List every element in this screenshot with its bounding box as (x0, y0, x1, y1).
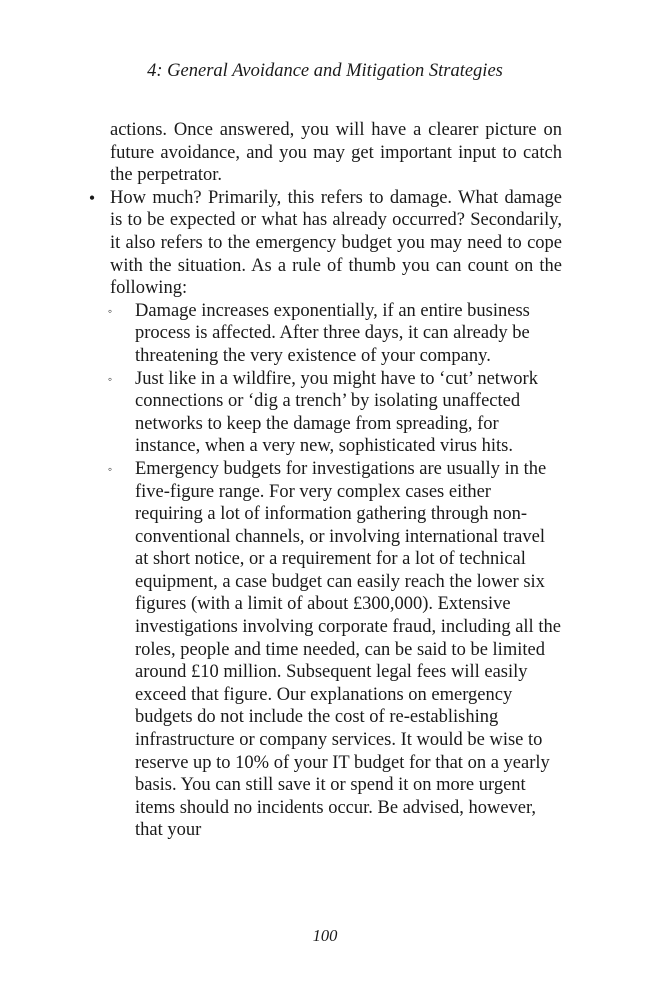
sub-bullet-marker: ◦ (107, 371, 113, 386)
bullet-marker: • (88, 187, 96, 208)
sub-list-item (107, 458, 562, 842)
sub-list-item (107, 300, 562, 368)
body-text (88, 119, 562, 842)
continuation-paragraph: actions. Once answered, you will have a clearer picture on future avoidance, and you may get important input to catch the perpetrator. (110, 120, 562, 186)
sub-bullet-marker: ◦ (107, 461, 113, 476)
page-number: 100 (312, 926, 338, 945)
sub-item-text: Emergency budgets for investigations are usually in the five-figure range. For very complex cases either requiring a lot of information gathering through non-conventional channels, or involving international travel at short notice, or a requirement for a lot of technical equipment, a case budget can easily reach the lower six figures (with a limit of about £300,000). Extensive investigations involving corporate fraud, including all the roles, people and time needed, can be said to be limited around £10 million. Subsequent legal fees will easily exceed that figure. Our explanations on emergency budgets do not include the cost of re-establishing infrastructure or company services. It would be wise to reserve up to 10% of your IT budget for that on a yearly basis. You can still save it or spend it on more urgent items should no incidents occur. Be advised, however, that your (135, 458, 561, 841)
sub-item-text: Damage increases exponentially, if an entire business process is affected. After three days, it can already be threatening the very existence of your company. (135, 300, 530, 366)
sub-bullet-marker: ◦ (107, 303, 113, 318)
running-header: 4: General Avoidance and Mitigation Strategies (147, 61, 503, 81)
bullet-item-text: How much? Primarily, this refers to damage. What damage is to be expected or what has already occurred? Secondarily, it also refers to the emergency budget you may need to cope with the situation. As a rule of thumb you can count on the following: (110, 187, 562, 299)
sub-item-text: Just like in a wildfire, you might have to ‘cut’ network connections or ‘dig a trench’ by isolating unaffected networks to keep the damage from spreading, for instance, when a very new, sophisticated virus hits. (135, 368, 538, 457)
bullet-item-how-much (88, 187, 562, 300)
sub-list (107, 300, 562, 842)
sub-list-item (107, 368, 562, 458)
